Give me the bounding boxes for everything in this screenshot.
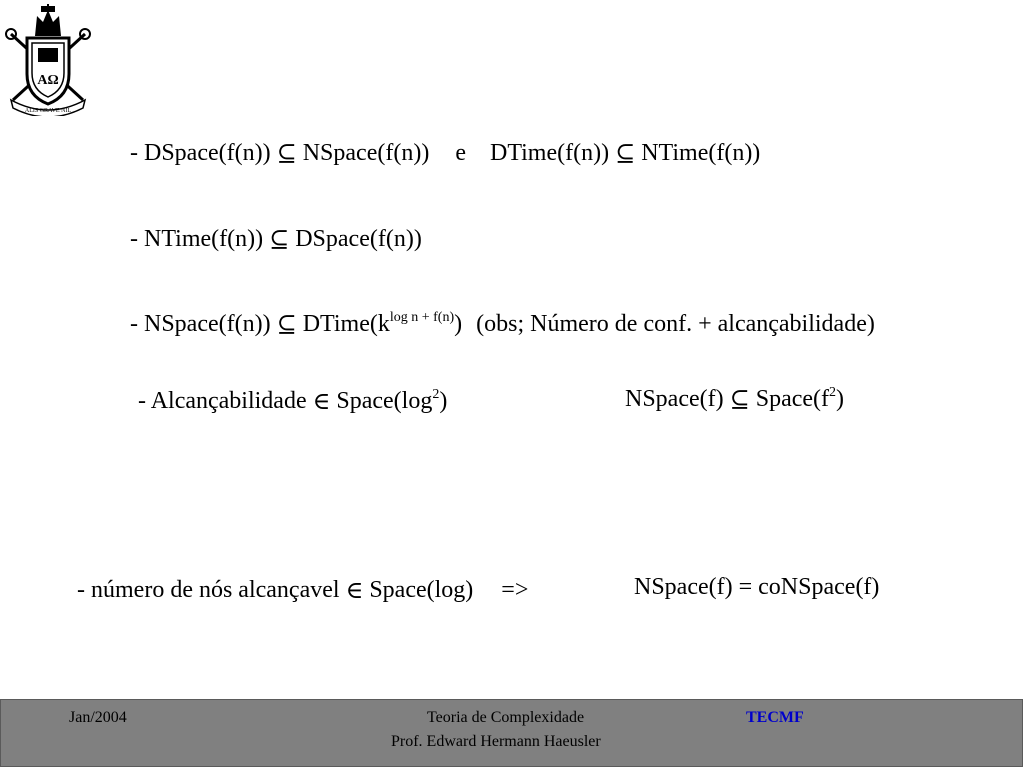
- statement-4: - Alcançabilidade ∈ $Space(\log^2)$: [138, 387, 448, 415]
- subseteq-symbol: ⊆: [269, 227, 290, 253]
- subseteq-symbol: ⊆: [276, 141, 297, 167]
- puc-rio-crest-icon: [5, 4, 91, 116]
- footer-bar: [0, 699, 1023, 767]
- element-of-symbol: ∈: [345, 578, 364, 604]
- statement-5: - número de nós alcançavel ∈ Space(log) =>: [77, 577, 529, 604]
- statement-3: - NSpace(f(n)) ⊆ $DTime(k^{log n + f(n)})$ (obs; Número de conf. + alcançabilidade): [130, 310, 875, 338]
- footer-date: Jan/2004: [69, 709, 127, 726]
- element-of-symbol: ∈: [312, 389, 331, 415]
- statement-5-consequence: NSpace(f) = coNSpace(f): [634, 574, 880, 600]
- exponent: log n + f(n): [389, 310, 455, 325]
- crest-letters: AΩ: [37, 73, 59, 88]
- subseteq-symbol: ⊆: [729, 387, 750, 413]
- statement-1: - DSpace(f(n)) ⊆ NSpace(f(n)) e DTime(f(n)) ⊆ NTime(f(n)): [130, 140, 761, 167]
- exponent: 2: [829, 385, 837, 400]
- implies-arrow: =>: [501, 577, 529, 603]
- statement-4-consequence: NSpace(f) ⊆ $Space(f^2)$: [625, 385, 845, 413]
- statement-2: - NTime(f(n)) ⊆ DSpace(f(n)): [130, 226, 422, 253]
- subseteq-symbol: ⊆: [276, 312, 297, 338]
- footer-course: Teoria de Complexidade: [427, 709, 585, 726]
- exponent: 2: [432, 387, 440, 402]
- crest-motto: ALIS GRAVE NIL: [24, 108, 72, 114]
- footer-brand: TECMF: [746, 709, 804, 726]
- observation-note: (obs; Número de conf. + alcançabilidade): [476, 311, 875, 337]
- subseteq-symbol: ⊆: [615, 141, 636, 167]
- footer-professor: Prof. Edward Hermann Haeusler: [391, 733, 601, 750]
